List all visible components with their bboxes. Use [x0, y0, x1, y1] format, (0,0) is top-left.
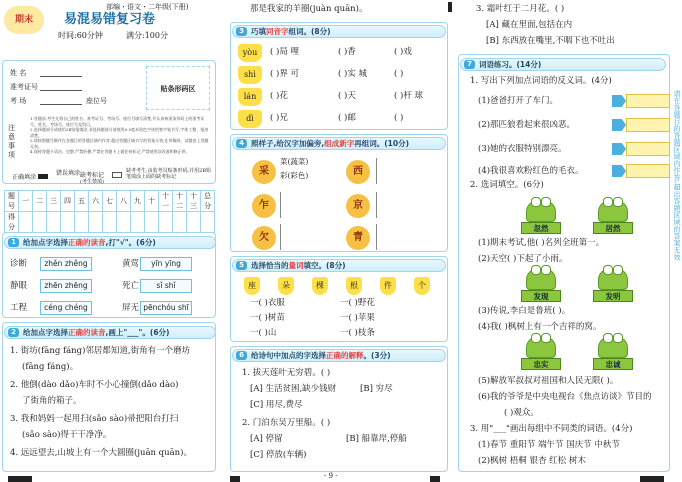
question-line: (1)期末考试,他( )名列全班第一。 — [478, 238, 605, 248]
word-group[interactable]: (1)春节 重阳节 端午节 国庆节 中秋节 — [478, 440, 620, 450]
section-number: 4 — [236, 139, 247, 148]
char-bubble: 采 — [252, 160, 276, 184]
correct-fill-label: 正确填涂 — [12, 174, 37, 181]
section-number: 6 — [236, 351, 247, 360]
question-line: (3)她的衣服特别漂亮。 — [478, 144, 567, 154]
blank[interactable]: ( )香 — [338, 47, 356, 57]
section-number: 3 — [236, 27, 247, 36]
blank[interactable]: ( )局 哩 — [270, 47, 300, 57]
fill-item[interactable]: 一( )山 — [250, 328, 277, 338]
word-choice: 居然 — [593, 222, 633, 234]
score-col: 四 — [61, 191, 75, 212]
section-4-title — [232, 137, 446, 150]
section-number: 7 — [464, 60, 475, 69]
section-title-hl: 同音字 — [266, 27, 289, 36]
pinyin-word: 黄莺 — [122, 259, 140, 269]
registration-mark — [640, 476, 664, 482]
blank[interactable]: ( )实 城 — [338, 69, 368, 79]
word-choice: 忠诚 — [593, 358, 633, 370]
time-label: 时间:60分钟 — [58, 31, 103, 40]
score-col: 一 — [19, 191, 33, 212]
score-col: 二 — [33, 191, 47, 212]
answer-blank[interactable] — [376, 224, 426, 250]
score-cell[interactable] — [19, 212, 33, 233]
blank[interactable]: ( )邮 — [338, 113, 356, 123]
room-label: 考 场 — [10, 97, 27, 105]
question-line: (1)爸爸打开了车门。 — [478, 96, 559, 106]
score-cell[interactable] — [201, 212, 215, 233]
measure-word: 棵 — [312, 277, 328, 295]
word-choice: 忠实 — [521, 358, 561, 370]
answer-box[interactable] — [626, 142, 670, 156]
note-4: 4.保持答题卡清洁、完整,严禁折叠,严禁在答题卡上做任何标记,严禁使用涂改液和修正带。 — [30, 149, 190, 154]
pinyin-option[interactable] — [140, 257, 192, 271]
frog-icon — [598, 336, 628, 358]
correct-fill-mark — [38, 174, 48, 179]
frog-icon — [598, 268, 628, 290]
score-col: 十 — [145, 191, 159, 212]
score-cell[interactable] — [33, 212, 47, 233]
score-cell[interactable] — [145, 212, 159, 233]
question-line: (2)那匹狼看起来很凶恶。 — [478, 120, 576, 130]
answer-box[interactable] — [626, 118, 670, 132]
section-title-a: 给诗句中加点的字选择 — [251, 351, 326, 360]
fill-item[interactable]: 一( )树苗 — [250, 313, 285, 323]
pinyin-option[interactable] — [40, 257, 92, 271]
section-number: 2 — [8, 328, 19, 337]
section-title-hl: 正确的读音 — [68, 238, 106, 247]
section-6-title — [232, 349, 446, 362]
score-total: 总分 — [201, 191, 215, 212]
pinyin-option[interactable] — [140, 279, 192, 293]
option[interactable]: [A] 藏在里面,包括在内 — [486, 20, 573, 30]
pinyin-option[interactable] — [40, 301, 92, 315]
answer-box[interactable] — [626, 164, 670, 178]
score-cell[interactable] — [47, 212, 61, 233]
word-group[interactable]: (2)枫树 梧桐 银杏 红松 树木 — [478, 456, 586, 466]
score-label: 满分:100分 — [126, 31, 168, 40]
score-cell[interactable] — [131, 212, 145, 233]
note-1: 1.答题前,考生先将自己的姓名、准考证号、考场号、座位号填写清楚,并认真核准条形码上的准考证号、姓名、考场号、座位号及科目。 — [30, 116, 205, 127]
option[interactable]: [A] 生活贫困,缺少钱财 — [250, 384, 337, 394]
question-line: (6)我的爷爷是中央电视台《焦点访谈》节目的 — [478, 392, 652, 402]
exam-no-field[interactable] — [40, 90, 82, 91]
room-field[interactable] — [40, 104, 82, 105]
option[interactable]: [B] 东西放在嘴里,不咽下也不吐出 — [486, 36, 615, 46]
pinyin-b: zhēng — [64, 281, 88, 290]
measure-word: 座 — [244, 277, 260, 295]
word-choice: 发现 — [521, 290, 561, 302]
char-bubble: 西 — [346, 160, 370, 184]
char-bubble: 京 — [346, 194, 370, 218]
grade-label: 部编・语文・二年级(下册) — [106, 3, 189, 11]
section-number: 5 — [236, 261, 247, 270]
absent-desc: 缺考考生,由监考员贴条形码,并用2B铅笔填涂上面的缺考标记 — [126, 168, 212, 180]
name-field[interactable] — [40, 76, 82, 77]
section-title: 词语练习。(14分) — [479, 60, 542, 69]
score-cell[interactable] — [61, 212, 75, 233]
score-cell[interactable] — [75, 212, 89, 233]
answer-blank[interactable] — [376, 158, 426, 184]
pinyin-b: shī — [178, 303, 189, 312]
answer-blank[interactable] — [280, 224, 330, 250]
option[interactable]: [C] 用尽,费尽 — [250, 400, 303, 410]
absent-checkbox[interactable] — [112, 172, 122, 178]
pinyin-b: yīng — [164, 259, 181, 268]
pinyin-a: yīn — [151, 259, 163, 268]
score-col: 十二 — [173, 191, 187, 212]
section-title-b: 组词。(8分) — [288, 27, 331, 36]
question-line: (4)我( )枫树上有一个吉祥的窝。 — [478, 322, 602, 332]
blank[interactable]: ( )戏 — [394, 47, 412, 57]
example-2: 彩(彩色) — [280, 171, 309, 180]
note-3: 3.请按照题号顺序在各题目的答题区域内作答,超出答题区域书写的答案无效;在草稿纸、试题卷上答题无效。 — [30, 138, 209, 149]
section-title-a: 给加点字选择 — [23, 328, 68, 337]
section-5-title — [232, 259, 446, 272]
section-title-a: 给加点字选择 — [23, 238, 68, 247]
pinyin-a: sǐ — [156, 281, 163, 290]
score-cell[interactable] — [173, 212, 187, 233]
answer-box[interactable] — [626, 94, 670, 108]
section-title-b: 再组词。(10分) — [354, 139, 409, 148]
question-line: (sǎo sào)得干干净净。 — [22, 430, 112, 440]
question-line: 2. 门泊东吴万里船。( ) — [242, 418, 331, 428]
blank[interactable]: ( )兄 — [270, 113, 288, 123]
question-line: 1. 拔天莲叶无穷碧。( ) — [242, 368, 331, 378]
frog-icon — [526, 200, 556, 222]
frog-icon — [526, 336, 556, 358]
pinyin-a: zhěn — [44, 259, 63, 268]
char-bubble: 青 — [346, 226, 370, 250]
section-title-hl: 量词 — [288, 261, 304, 270]
blank[interactable]: ( )杆 球 — [394, 91, 424, 101]
blank[interactable]: ( )花 — [270, 91, 288, 101]
pinyin-tag: dì — [238, 110, 262, 128]
section-2-title — [4, 326, 216, 339]
score-col: 三 — [47, 191, 61, 212]
question-line: (5)解放军叔叔对祖国和人民无限( )。 — [478, 376, 619, 386]
section-number: 1 — [8, 238, 19, 247]
page-title: 易混易错复习卷 — [64, 12, 156, 27]
section-title-b: 填空。(8分) — [303, 261, 346, 270]
answer-blank[interactable] — [280, 192, 330, 218]
pinyin-tag: yòu — [238, 44, 262, 62]
blank[interactable]: ( ) — [394, 113, 404, 123]
absent-note: (考生禁填) — [80, 179, 104, 185]
section-title-b: 。(3分) — [363, 351, 391, 360]
option[interactable]: [B] 船靠岸,停船 — [346, 434, 407, 444]
barcode-area: 贴条形码区 — [146, 66, 210, 110]
pinyin-a: pēnchóu — [143, 303, 176, 312]
score-cell[interactable] — [117, 212, 131, 233]
score-col: 十一 — [159, 191, 173, 212]
pinyin-word: 静眼 — [10, 281, 28, 291]
question-line: (2)天空( )下起了小雨。 — [478, 254, 568, 264]
score-col: 五 — [75, 191, 89, 212]
question-line: 3. 霜叶红于二月花。( ) — [476, 4, 565, 14]
section-title-a: 照样子,给汉字加偏旁, — [251, 139, 325, 148]
pinyin-tag: lán — [238, 88, 262, 106]
pinyin-option[interactable] — [140, 301, 192, 315]
answer-blank[interactable] — [376, 192, 426, 218]
fill-item[interactable]: 一( )苹果 — [340, 313, 375, 323]
question-line: 3. 用"___"画出每组中不同类的词语。(4分) — [470, 424, 633, 434]
option[interactable]: [A] 停留 — [250, 434, 283, 444]
option[interactable]: [C] 停放(车辆) — [250, 450, 307, 460]
question-line: ( )观众。 — [504, 408, 539, 418]
registration-mark — [8, 476, 32, 482]
measure-word: 朵 — [278, 277, 294, 295]
pinyin-word: 死亡 — [122, 281, 140, 291]
section-7-title — [460, 58, 666, 71]
fill-item[interactable]: 一( )枝条 — [340, 328, 375, 338]
registration-mark — [430, 476, 440, 482]
char-bubble: 乍 — [252, 194, 276, 218]
blank[interactable]: ( )天 — [338, 91, 356, 101]
score-col: 九 — [131, 191, 145, 212]
blank[interactable]: ( ) — [394, 69, 404, 79]
question-line: 2. 选词填空。(6分) — [470, 180, 544, 190]
section-1-title — [4, 236, 216, 249]
pinyin-b: shǐ — [164, 281, 176, 290]
measure-word: 件 — [380, 277, 396, 295]
question-line: (4)我很喜欢粉红色的毛衣。 — [478, 166, 584, 176]
question-line: 1. 写出下列加点词语的反义词。(4分) — [470, 76, 612, 86]
registration-mark — [230, 476, 240, 482]
section-title-b: ,画上"___"。(6分) — [105, 328, 170, 337]
carry-over-line: 那是我家的羊圈(juàn quān)。 — [250, 4, 368, 14]
page-number: - 9 - — [324, 472, 338, 480]
wrong-fill-label: 错误填涂 — [56, 170, 81, 177]
section-title-hl: 正确的解释 — [326, 351, 364, 360]
column-2 — [228, 0, 450, 482]
score-cell[interactable] — [159, 212, 173, 233]
pinyin-b: zhěng — [64, 259, 88, 268]
option[interactable]: [B] 穷尽 — [360, 384, 393, 394]
frog-icon — [526, 268, 556, 290]
word-choice: 发明 — [593, 290, 633, 302]
score-col: 六 — [89, 191, 103, 212]
question-line: (3)传说,李白是鲁班( )。 — [478, 306, 571, 316]
pinyin-word: 屏无 — [122, 303, 140, 313]
score-cell[interactable] — [103, 212, 117, 233]
question-line: 2. 他倒(dào dǎo)车时不小心撞倒(dǎo dào) — [10, 380, 179, 390]
score-table-head: 题号 — [5, 191, 19, 212]
measure-word: 根 — [346, 277, 362, 295]
section-title-a: 巧填 — [251, 27, 266, 36]
char-bubble: 欠 — [252, 226, 276, 250]
name-label: 姓 名 — [10, 69, 27, 77]
pinyin-word: 工程 — [10, 303, 28, 313]
notice-text — [30, 116, 212, 155]
exam-no-label: 准考证号 — [10, 83, 38, 91]
question-line: 1. 街坊(fāng fáng)邻居都知道,街角有一个磨坊 — [10, 346, 191, 356]
pinyin-b: chéng — [64, 303, 88, 312]
question-line: 了街角的箱子。 — [22, 396, 82, 406]
registration-mark — [448, 2, 452, 12]
seat-label: 座位号 — [86, 97, 107, 105]
absent-label: 缺考标记 — [80, 172, 105, 179]
score-cell[interactable] — [89, 212, 103, 233]
section-title-hl: 正确的读音 — [68, 328, 106, 337]
column-3 — [456, 0, 670, 482]
section-3-title — [232, 25, 446, 38]
section-title-b: ,打"√"。(6分) — [105, 238, 156, 247]
fill-item[interactable]: 一( )野花 — [340, 298, 375, 308]
score-col: 八 — [117, 191, 131, 212]
score-table — [4, 190, 215, 233]
pinyin-a: zhēn — [44, 281, 63, 290]
question-line: 3. 我和妈妈一起用扫(sǎo sào)帚把阳台打扫 — [10, 414, 179, 424]
score-col: 十三 — [187, 191, 201, 212]
measure-word: 个 — [414, 277, 430, 295]
logo: 期末 — [4, 6, 44, 34]
question-line: (fāng fáng)。 — [22, 362, 79, 372]
score-row-head: 得分 — [5, 212, 19, 233]
pinyin-a: céng — [44, 303, 63, 312]
score-cell[interactable] — [187, 212, 201, 233]
side-instruction: 请在各题目的答题区域内作答,超出答题区域的答案无效 — [673, 90, 681, 261]
pinyin-tag: shì — [238, 66, 262, 84]
section-title-a: 选择恰当的 — [251, 261, 289, 270]
pinyin-option[interactable] — [40, 279, 92, 293]
example-1: 菜(蔬菜) — [280, 157, 309, 166]
frog-icon — [598, 200, 628, 222]
score-col: 七 — [103, 191, 117, 212]
question-line: 4. 远远望去,山坡上有一个大圆圈(juān quān)。 — [10, 448, 192, 458]
blank[interactable]: ( )界 可 — [270, 69, 300, 79]
notice-label: 注意事项 — [8, 124, 15, 159]
fill-item[interactable]: 一( )衣服 — [250, 298, 285, 308]
column-1 — [0, 0, 220, 482]
section-title-hl: 组成新字 — [324, 139, 355, 148]
pinyin-word: 诊断 — [10, 259, 28, 269]
note-2: 2.选择题部分请使用2B铅笔填涂;非选择题部分请使用0.5毫米黑色字迹的签字笔书写,字体工整、笔迹清楚。 — [30, 127, 209, 138]
word-choice: 忽然 — [521, 222, 561, 234]
